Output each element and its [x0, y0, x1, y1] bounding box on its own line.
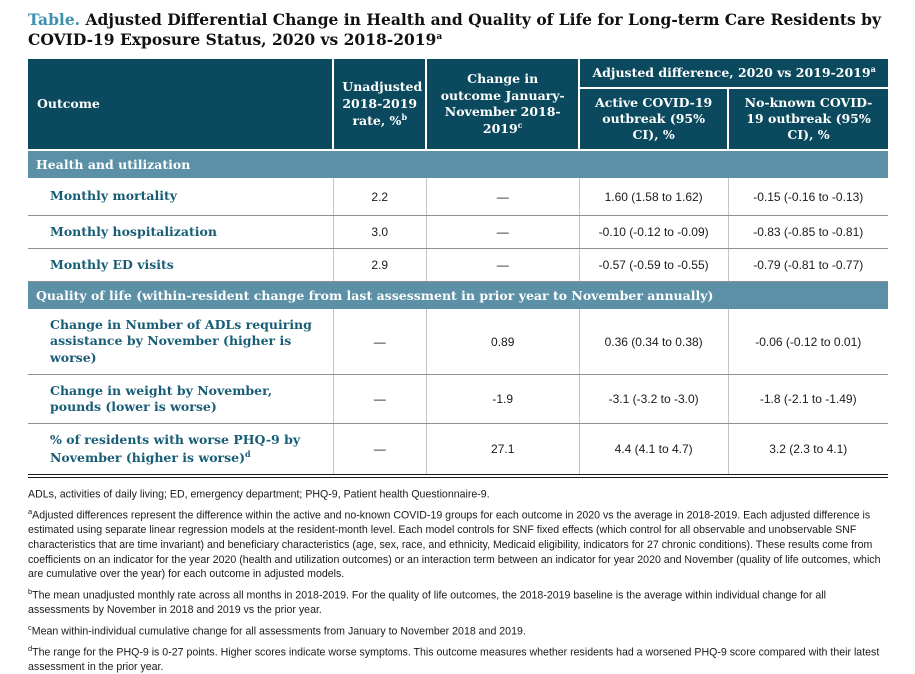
cell-outcome: Change in Number of ADLs requiring assistance by November (higher is worse): [28, 309, 333, 374]
cell-outcome: Change in weight by November, pounds (lower is worse): [28, 374, 333, 424]
cell-change-outcome: 27.1: [426, 424, 579, 476]
cell-no-known-outbreak: -1.8 (-2.1 to -1.49): [728, 374, 888, 424]
column-header-active-outbreak: Active COVID-19 outbreak (95% CI), %: [579, 88, 728, 151]
section-header-label: Quality of life (within-resident change from last assessment in prior year to November annually): [28, 282, 888, 310]
table-row: [28, 424, 888, 476]
cell-change-outcome: 0.89: [426, 309, 579, 374]
table-title-text: Adjusted Differential Change in Health and Quality of Life for Long-term Care Residents by COVID-19 Exposure Status, 2020 vs 2018-2019: [28, 10, 882, 50]
cell-unadjusted-rate: 2.9: [333, 248, 426, 281]
footnote-marker-b: b: [401, 111, 408, 122]
cell-active-outbreak: -3.1 (-3.2 to -3.0): [579, 374, 728, 424]
footnote-marker-d: d: [245, 448, 251, 459]
cell-active-outbreak: -0.10 (-0.12 to -0.09): [579, 215, 728, 248]
table-row: [28, 248, 888, 281]
results-table: [28, 59, 888, 478]
cell-change-outcome: —: [426, 248, 579, 281]
column-group-header-adjusted-difference: Adjusted difference, 2020 vs 2019-2019$^a$: [579, 59, 888, 87]
table-title: [28, 10, 908, 50]
table-header: [28, 59, 888, 150]
cell-no-known-outbreak: -0.83 (-0.85 to -0.81): [728, 215, 888, 248]
footnote-marker-c: c: [517, 120, 523, 131]
table-row: [28, 215, 888, 248]
footnote-marker: d: [28, 643, 33, 653]
cell-no-known-outbreak: -0.79 (-0.81 to -0.77): [728, 248, 888, 281]
footnote-marker-a: a: [870, 64, 876, 75]
table-title-superscript: a: [436, 31, 443, 42]
cell-change-outcome: —: [426, 215, 579, 248]
cell-no-known-outbreak: -0.06 (-0.12 to 0.01): [728, 309, 888, 374]
table-row: [28, 309, 888, 374]
cell-unadjusted-rate: —: [333, 424, 426, 476]
footnote-marker: b: [28, 586, 33, 596]
column-header-outcome: Outcome: [28, 59, 333, 150]
column-header-change-outcome: Change in outcome January-November 2018-2019$^c$: [426, 59, 579, 150]
footnote-b: $^b$The mean unadjusted monthly rate across all months in 2018-2019. For the quality of life outcomes, the 2018-2019 baseline is the average within individual change for all assessments by November in 2018 and 2019 vs the prior year.: [28, 586, 826, 616]
footnote-c: $^c$Mean within-individual cumulative change for all assessments from January to November 2018 and 2019.: [28, 622, 526, 638]
cell-unadjusted-rate: —: [333, 309, 426, 374]
abbreviations-note: ADLs, activities of daily living; ED, emergency department; PHQ-9, Patient health Questionnaire-9.: [28, 488, 490, 501]
footnote-marker: c: [28, 622, 32, 632]
cell-active-outbreak: 1.60 (1.58 to 1.62): [579, 178, 728, 215]
cell-outcome: Monthly ED visits: [28, 248, 333, 281]
cell-no-known-outbreak: 3.2 (2.3 to 4.1): [728, 424, 888, 476]
footnote-d: $^d$The range for the PHQ-9 is 0-27 points. Higher scores indicate worse symptoms. This outcome measures whether residents had a worsened PHQ-9 score compared with their latest assessment in the prior year.: [28, 643, 880, 673]
cell-unadjusted-rate: 3.0: [333, 215, 426, 248]
table-row: [28, 178, 888, 215]
cell-active-outbreak: -0.57 (-0.59 to -0.55): [579, 248, 728, 281]
cell-unadjusted-rate: —: [333, 374, 426, 424]
cell-active-outbreak: 0.36 (0.34 to 0.38): [579, 309, 728, 374]
cell-no-known-outbreak: -0.15 (-0.16 to -0.13): [728, 178, 888, 215]
section-header-label: Health and utilization: [28, 150, 888, 178]
cell-unadjusted-rate: 2.2: [333, 178, 426, 215]
table-title-prefix: Table.: [28, 10, 81, 29]
section-header-quality-of-life: [28, 282, 888, 310]
cell-outcome: Monthly hospitalization: [28, 215, 333, 248]
column-header-unadjusted-rate: Unadjusted 2018-2019 rate, %$^b$: [333, 59, 426, 150]
cell-change-outcome: —: [426, 178, 579, 215]
cell-outcome: Monthly mortality: [28, 178, 333, 215]
footnote-a: $^a$Adjusted differences represent the difference within the active and no-known COVID-19 groups for each outcome in 2020 vs the average in 2018-2019. Each adjusted difference is estimated using separate linear regression models at the resident-month level. Each model controls for SNF fixed effects (which control for all observable and unobservable SNF characteristics that are time invariant) and beneficiary characteristics (age, sex, race, and ethnicity, Medicaid eligibility, indicators for 27 chronic conditions). These results come from coefficients on an indicator for the year 2020 (health and utilization outcomes) or an interaction term between an indicator for year 2020 and November (quality of life outcomes, which are cumulative over the year) for each outcome in adjusted models.: [28, 507, 881, 581]
cell-change-outcome: -1.9: [426, 374, 579, 424]
table-row: [28, 374, 888, 424]
column-header-no-known-outbreak: No-known COVID-19 outbreak (95% CI), %: [728, 88, 888, 151]
cell-outcome: % of residents with worse PHQ-9 by November (higher is worse)$^d$: [28, 424, 333, 476]
footnotes-section: [28, 486, 890, 674]
cell-active-outbreak: 4.4 (4.1 to 4.7): [579, 424, 728, 476]
section-header-health-utilization: [28, 150, 888, 178]
footnote-marker: a: [28, 507, 33, 517]
